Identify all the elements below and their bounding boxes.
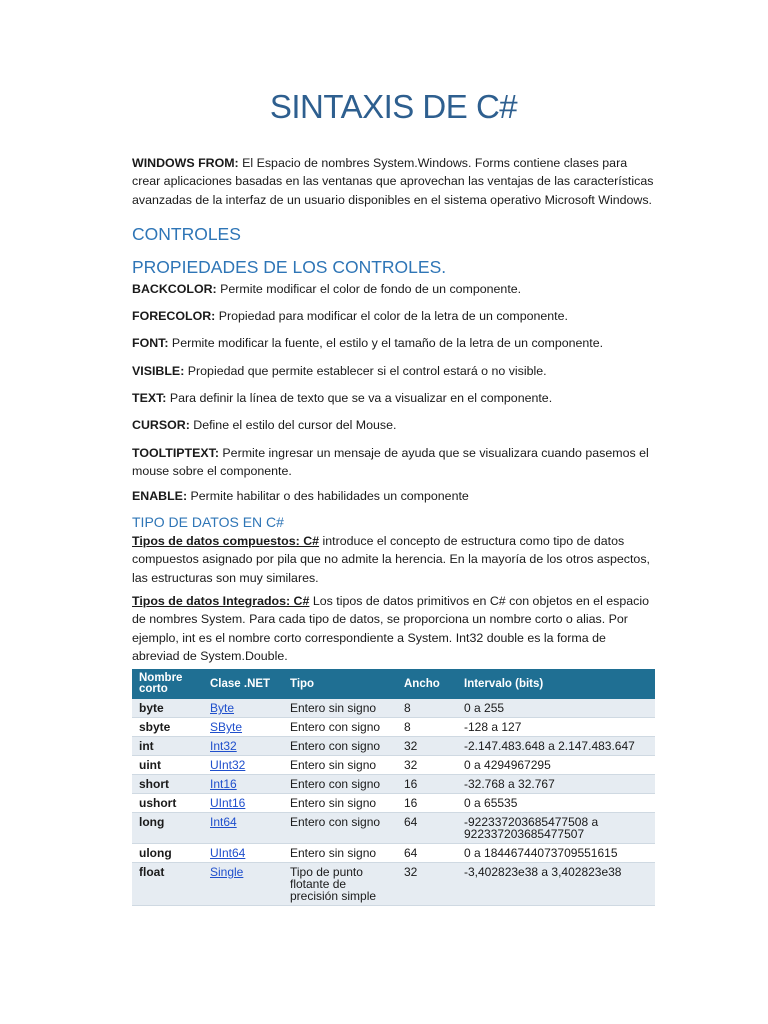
property-label: TEXT: bbox=[132, 391, 167, 405]
cell-name: sbyte bbox=[132, 718, 203, 737]
property-enable bbox=[132, 487, 655, 505]
cell-range: 0 a 255 bbox=[457, 699, 655, 718]
table-row bbox=[132, 756, 655, 775]
cell-class-link[interactable]: UInt32 bbox=[203, 756, 283, 775]
property-text: Permite ingresar un mensaje de ayuda que se visualizara cuando pasemos el mouse sobre el componente. bbox=[132, 446, 649, 479]
cell-class-link[interactable]: Int64 bbox=[203, 813, 283, 844]
cell-class-link[interactable]: UInt16 bbox=[203, 794, 283, 813]
property-label: FORECOLOR: bbox=[132, 309, 216, 323]
property-label: BACKCOLOR: bbox=[132, 282, 217, 296]
cell-width: 64 bbox=[397, 844, 457, 863]
table-header-row bbox=[132, 669, 655, 699]
cell-type: Entero sin signo bbox=[283, 699, 397, 718]
property-text bbox=[132, 389, 655, 407]
cell-type: Entero con signo bbox=[283, 813, 397, 844]
property-forecolor bbox=[132, 307, 655, 325]
property-text: Propiedad que permite establecer si el control estará o no visible. bbox=[184, 364, 547, 378]
property-text: Define el estilo del cursor del Mouse. bbox=[189, 418, 397, 432]
compuestos-paragraph bbox=[132, 532, 655, 587]
property-text: Permite modificar el color de fondo de un componente. bbox=[216, 282, 522, 296]
cell-name: uint bbox=[132, 756, 203, 775]
property-text: Permite modificar la fuente, el estilo y el tamaño de la letra de un componente. bbox=[168, 336, 604, 350]
table-row bbox=[132, 863, 655, 906]
cell-range: 0 a 4294967295 bbox=[457, 756, 655, 775]
cell-width: 8 bbox=[397, 699, 457, 718]
table-row bbox=[132, 813, 655, 844]
header-clase-net: Clase .NET bbox=[203, 669, 283, 699]
cell-class-link[interactable]: Int16 bbox=[203, 775, 283, 794]
cell-range: -32.768 a 32.767 bbox=[457, 775, 655, 794]
heading-tipos: TIPO DE DATOS EN C# bbox=[132, 514, 284, 530]
table-row bbox=[132, 775, 655, 794]
cell-type: Entero con signo bbox=[283, 718, 397, 737]
cell-class-link[interactable]: UInt64 bbox=[203, 844, 283, 863]
cell-width: 16 bbox=[397, 794, 457, 813]
header-ancho: Ancho bbox=[397, 669, 457, 699]
cell-width: 32 bbox=[397, 863, 457, 906]
page-title: SINTAXIS DE C# bbox=[269, 88, 518, 125]
intro-text: El Espacio de nombres System.Windows. Forms contiene clases para crear aplicaciones basadas en las ventanas que aprovechan las ventajas de las características avanzadas de la interfaz de un usuario disponibles en el sistema operativo Microsoft Windows. bbox=[132, 156, 654, 207]
cell-type: Entero con signo bbox=[283, 775, 397, 794]
property-label: ENABLE: bbox=[132, 489, 188, 503]
intro-paragraph bbox=[132, 154, 655, 209]
cell-width: 32 bbox=[397, 756, 457, 775]
header-nombre-corto: Nombre corto bbox=[132, 669, 203, 699]
cell-class-link[interactable]: Single bbox=[203, 863, 283, 906]
integrados-label: Tipos de datos Integrados: C# bbox=[132, 594, 310, 608]
cell-type: Tipo de punto flotante de precisión simple bbox=[283, 863, 397, 906]
cell-range: 0 a 65535 bbox=[457, 794, 655, 813]
header-tipo: Tipo bbox=[283, 669, 397, 699]
cell-range: -2.147.483.648 a 2.147.483.647 bbox=[457, 737, 655, 756]
data-types-table bbox=[132, 669, 655, 906]
property-text: Permite habilitar o des habilidades un componente bbox=[187, 489, 469, 503]
integrados-text: Los tipos de datos primitivos en C# con objetos en el espacio de nombres System. Para cada tipo de datos, se proporciona un nombre corto o alias. Por ejemplo, int es el nombre corto correspondiente a System. Int32 double es la forma de abreviad de System.Double. bbox=[132, 594, 649, 664]
property-cursor bbox=[132, 416, 655, 434]
cell-name: byte bbox=[132, 699, 203, 718]
table-row bbox=[132, 737, 655, 756]
cell-range: -922337203685477508 a 922337203685477507 bbox=[457, 813, 655, 844]
cell-name: ushort bbox=[132, 794, 203, 813]
heading-controles: CONTROLES bbox=[132, 224, 241, 244]
property-tooltiptext bbox=[132, 444, 655, 481]
cell-name: float bbox=[132, 863, 203, 906]
cell-type: Entero sin signo bbox=[283, 794, 397, 813]
table-row bbox=[132, 718, 655, 737]
cell-width: 16 bbox=[397, 775, 457, 794]
cell-range: 0 a 18446744073709551615 bbox=[457, 844, 655, 863]
compuestos-label: Tipos de datos compuestos: C# bbox=[132, 534, 320, 548]
property-font bbox=[132, 334, 655, 352]
cell-class-link[interactable]: Byte bbox=[203, 699, 283, 718]
property-visible bbox=[132, 362, 655, 380]
intro-label: WINDOWS FROM: bbox=[132, 156, 239, 170]
table-row bbox=[132, 844, 655, 863]
cell-type: Entero sin signo bbox=[283, 844, 397, 863]
cell-type: Entero con signo bbox=[283, 737, 397, 756]
property-label: VISIBLE: bbox=[132, 364, 185, 378]
table-row bbox=[132, 794, 655, 813]
cell-width: 32 bbox=[397, 737, 457, 756]
header-intervalo: Intervalo (bits) bbox=[457, 669, 655, 699]
cell-class-link[interactable]: SByte bbox=[203, 718, 283, 737]
integrados-paragraph bbox=[132, 592, 655, 666]
heading-propiedades: PROPIEDADES DE LOS CONTROLES. bbox=[132, 257, 447, 277]
cell-range: -128 a 127 bbox=[457, 718, 655, 737]
compuestos-text: introduce el concepto de estructura como tipo de datos compuestos asignado por pila que no admite la herencia. En la mayoría de los otros aspectos, las estructuras son muy similares. bbox=[132, 534, 650, 585]
property-text: Propiedad para modificar el color de la letra de un componente. bbox=[215, 309, 568, 323]
cell-type: Entero sin signo bbox=[283, 756, 397, 775]
cell-name: int bbox=[132, 737, 203, 756]
property-label: TOOLTIPTEXT: bbox=[132, 446, 219, 460]
property-label: CURSOR: bbox=[132, 418, 190, 432]
cell-name: long bbox=[132, 813, 203, 844]
cell-name: ulong bbox=[132, 844, 203, 863]
cell-name: short bbox=[132, 775, 203, 794]
property-backcolor bbox=[132, 280, 655, 298]
cell-width: 8 bbox=[397, 718, 457, 737]
cell-range: -3,402823e38 a 3,402823e38 bbox=[457, 863, 655, 906]
cell-width: 64 bbox=[397, 813, 457, 844]
property-text: Para definir la línea de texto que se va a visualizar en el componente. bbox=[166, 391, 553, 405]
table-row bbox=[132, 699, 655, 718]
property-label: FONT: bbox=[132, 336, 169, 350]
cell-class-link[interactable]: Int32 bbox=[203, 737, 283, 756]
